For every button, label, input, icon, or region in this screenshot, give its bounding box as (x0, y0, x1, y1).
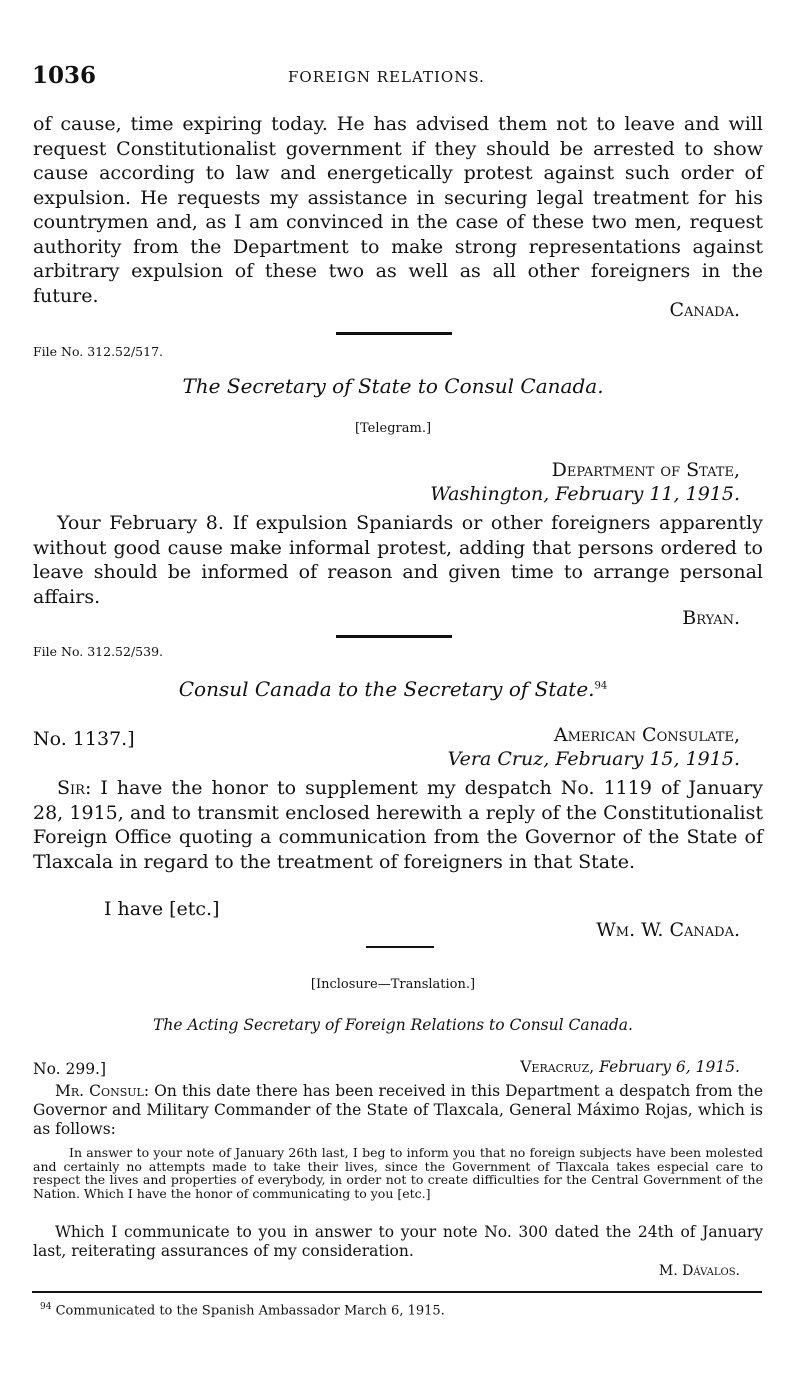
document-title: The Secretary of State to Consul Canada. (182, 374, 604, 398)
footnote-rule (32, 1291, 762, 1293)
signature: M. Dávalos. (658, 1263, 740, 1279)
section-divider (366, 946, 434, 948)
section-divider (336, 332, 452, 335)
footnote-text: Communicated to the Spanish Ambassador March 6, 1915. (55, 1303, 445, 1319)
document-note: [Telegram.] (354, 421, 432, 436)
footnote (40, 1302, 445, 1318)
note-conclusion: Which I communicate to you in answer to your note No. 300 dated the 24th of January last, reiterating assurances of my consideration. (33, 1223, 763, 1260)
footnote-marker: 94 (40, 1302, 52, 1312)
footnote-ref: 94 (594, 680, 608, 692)
salutation: Sir (57, 777, 85, 799)
opening-paragraph: of cause, time expiring today. He has advised them not to leave and will request Constitutionalist government if they should be arrested to show cause according to law and energetically protest against such order of expulsion. He requests my assistance in securing legal treatment for his countrymen and, as I am convinced in the case of these two men, request authority from the Department to make strong representations against arbitrary expulsion of these two as well as all other foreigners in the future. (33, 113, 763, 307)
sender-place: Department of State, (551, 459, 740, 481)
document-title: Consul Canada to the Secretary of State.$^{94}$ (178, 677, 608, 701)
dateline: Veracruz, February 6, 1915. (520, 1058, 740, 1076)
opening-signature: Canada. (669, 299, 740, 321)
dateline: Vera Cruz, February 15, 1915. (447, 748, 740, 770)
note-number: No. 299.] (33, 1060, 107, 1078)
file-number: File No. 312.52/539. (33, 644, 164, 659)
inclosure-note: [Inclosure—Translation.] (310, 977, 476, 992)
salutation: Mr. Consul (55, 1082, 144, 1100)
section-divider (336, 635, 452, 638)
signature: Wm. W. Canada. (596, 919, 740, 941)
sender-place: American Consulate, (553, 724, 740, 746)
telegram-body: Your February 8. If expulsion Spaniards or other foreigners apparently without good cause make informal protest, adding that persons ordered to leave should be informed of reason and given time to arrange personal affairs. (33, 512, 763, 608)
dateline: Washington, February 11, 1915. (430, 483, 740, 505)
note-intro: Mr. Consul: On this date there has been received in this Department a despatch from the Governor and Military Commander of the State of Tlaxcala, General Máximo Rojas, which is as follows: (33, 1082, 764, 1138)
page-number: 1036 (32, 62, 97, 89)
file-number: File No. 312.52/517. (33, 344, 164, 359)
signature: Bryan. (682, 607, 740, 629)
despatch-body: Sir: I have the honor to supplement my despatch No. 1119 of January 28, 1915, and to transmit enclosed herewith a reply of the Constitutionalist Foreign Office quoting a communication from the Governor of the State of Tlaxcala in regard to the treatment of foreigners in that State. (33, 777, 763, 873)
document-title: The Acting Secretary of Foreign Relations to Consul Canada. (153, 1016, 633, 1034)
running-title: FOREIGN RELATIONS. (288, 68, 485, 86)
closing: I have [etc.] (104, 898, 220, 920)
quoted-despatch: In answer to your note of January 26th last, I beg to inform you that no foreign subjects have been molested and certainly no attempts made to take their lives, since the Government of Tlaxcala takes especial care to respect the lives and properties of everybody, in order not to create difficulties for the Central Government of the Nation. Which I have the honor of communicating to you [etc.] (33, 1145, 763, 1201)
despatch-number: No. 1137.] (33, 728, 135, 750)
